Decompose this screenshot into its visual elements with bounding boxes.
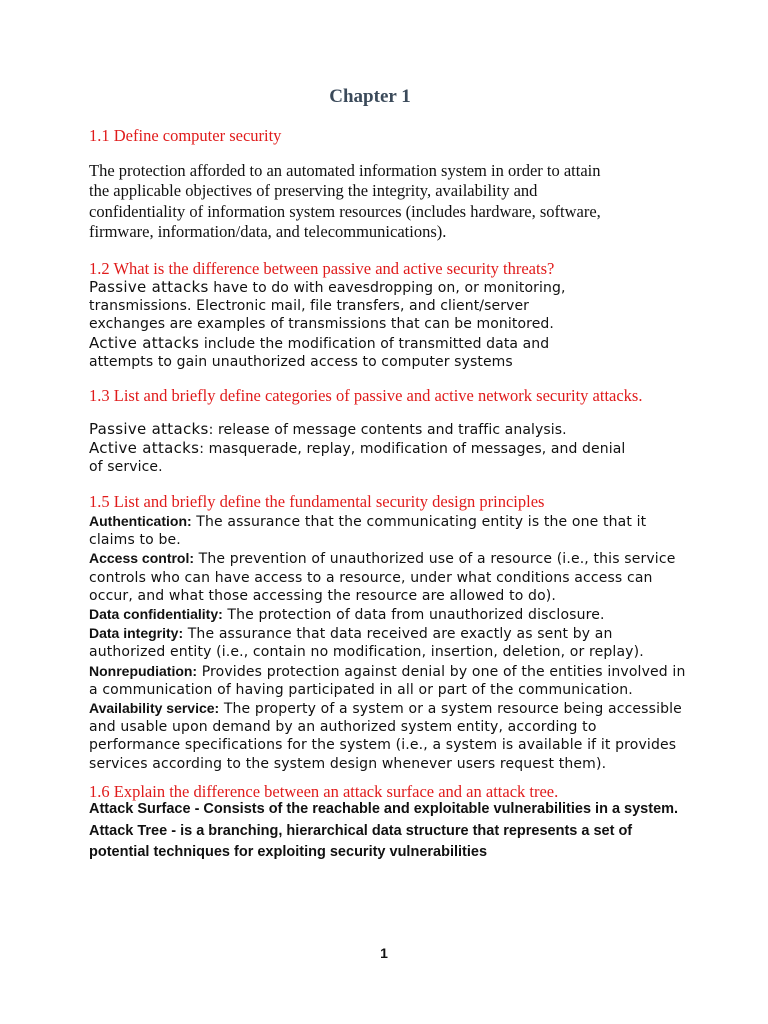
question-1-5-answer (89, 512, 685, 773)
definition-line: and usable upon demand by an authorized system entity, according to (89, 719, 597, 736)
question-1-6-heading: 1.6 Explain the difference between an attack surface and an attack tree. (89, 782, 559, 801)
answer-line: confidentiality of information system resources (includes hardware, software, (89, 201, 601, 221)
term-availability-service: Availability service: (89, 700, 220, 717)
answer-text: include the modification of transmitted data and (199, 335, 550, 352)
definition-line: claims to be. (89, 532, 181, 549)
question-1-3-heading: 1.3 List and briefly define categories of passive and active network security attacks. (89, 386, 643, 405)
definition-line (89, 549, 685, 568)
chapter-title: Chapter 1 (329, 86, 411, 107)
term-data-integrity: Data integrity: (89, 625, 184, 642)
definition-line (89, 662, 685, 681)
answer-line (89, 821, 678, 843)
term-data-confidentiality: Data confidentiality: (89, 606, 223, 623)
definition-text: The property of a system or a system resource being accessible (219, 701, 682, 718)
answer-text: have to do with eavesdropping on, or monitoring, (208, 280, 566, 296)
question-1-6-answer (89, 799, 678, 864)
question-1-5-heading: 1.5 List and briefly define the fundamental security design principles (89, 492, 545, 511)
definition-line: authorized entity (i.e., contain no modification, insertion, deletion, or replay). (89, 644, 644, 661)
question-1-1-answer (89, 161, 601, 242)
definition-line (89, 699, 685, 718)
definition-line (89, 624, 685, 643)
answer-text: : masquerade, replay, modification of messages, and denial (199, 441, 626, 458)
definition-line: occur, and what those accessing the resource are allowed to do). (89, 587, 556, 604)
definition-text: The protection of data from unauthorized disclosure. (222, 607, 605, 624)
definition-line (89, 512, 685, 531)
definition-text: The assurance that the communicating entity is the one that it (191, 514, 647, 530)
answer-line: of service. (89, 459, 163, 476)
answer-line: the applicable objectives of preserving the integrity, availability and (89, 181, 538, 201)
answer-line (89, 278, 566, 297)
answer-line: The protection afforded to an automated information system in order to attain (89, 161, 601, 180)
definition-text: Provides protection against denial by one of the entities involved in (197, 663, 686, 680)
term-active-attacks: Active attacks (89, 439, 200, 458)
definition-line (89, 605, 685, 624)
answer-line: attempts to gain unauthorized access to computer systems (89, 353, 513, 370)
definition-line: a communication of having participated in all or part of the communication. (89, 681, 633, 698)
question-1-2-heading: 1.2 What is the difference between passive and active security threats? (89, 259, 555, 278)
answer-line (89, 334, 566, 353)
term-attack-tree: Attack Tree (89, 822, 168, 839)
term-attack-surface: Attack Surface (89, 801, 191, 817)
question-1-2-answer (89, 278, 566, 371)
term-authentication: Authentication: (89, 513, 192, 529)
question-1-3-answer (89, 420, 625, 477)
question-1-1-heading: 1.1 Define computer security (89, 126, 282, 145)
answer-line: potential techniques for exploiting security vulnerabilities (89, 844, 488, 860)
definition-line: services according to the system design whenever users request them). (89, 755, 607, 772)
term-passive-attacks: Passive attacks (89, 420, 209, 438)
answer-line: firmware, information/data, and telecommunications). (89, 221, 447, 241)
answer-line (89, 799, 678, 821)
answer-text: : release of message contents and traffic analysis. (208, 422, 567, 438)
definition-line: controls who can have access to a resource, under what conditions access can (89, 569, 653, 586)
answer-line (89, 439, 625, 458)
answer-line: exchanges are examples of transmissions that can be monitored. (89, 316, 554, 333)
definition-text: The assurance that data received are exactly as sent by an (183, 626, 613, 643)
answer-line: transmissions. Electronic mail, file transfers, and client/server (89, 298, 530, 315)
term-active-attacks: Active attacks (89, 333, 200, 352)
page-number: 1 (380, 945, 388, 961)
term-access-control: Access control: (89, 550, 195, 567)
term-passive-attacks: Passive attacks (89, 278, 209, 296)
definition-text: The prevention of unauthorized use of a resource (i.e., this service (194, 551, 676, 568)
answer-line (89, 420, 625, 439)
answer-text: - is a branching, hierarchical data structure that represents a set of (167, 822, 633, 839)
answer-text: - Consists of the reachable and exploitable vulnerabilities in a system. (190, 801, 679, 817)
definition-line: performance specifications for the system (i.e., a system is available if it provides (89, 737, 677, 754)
term-nonrepudiation: Nonrepudiation: (89, 662, 198, 679)
